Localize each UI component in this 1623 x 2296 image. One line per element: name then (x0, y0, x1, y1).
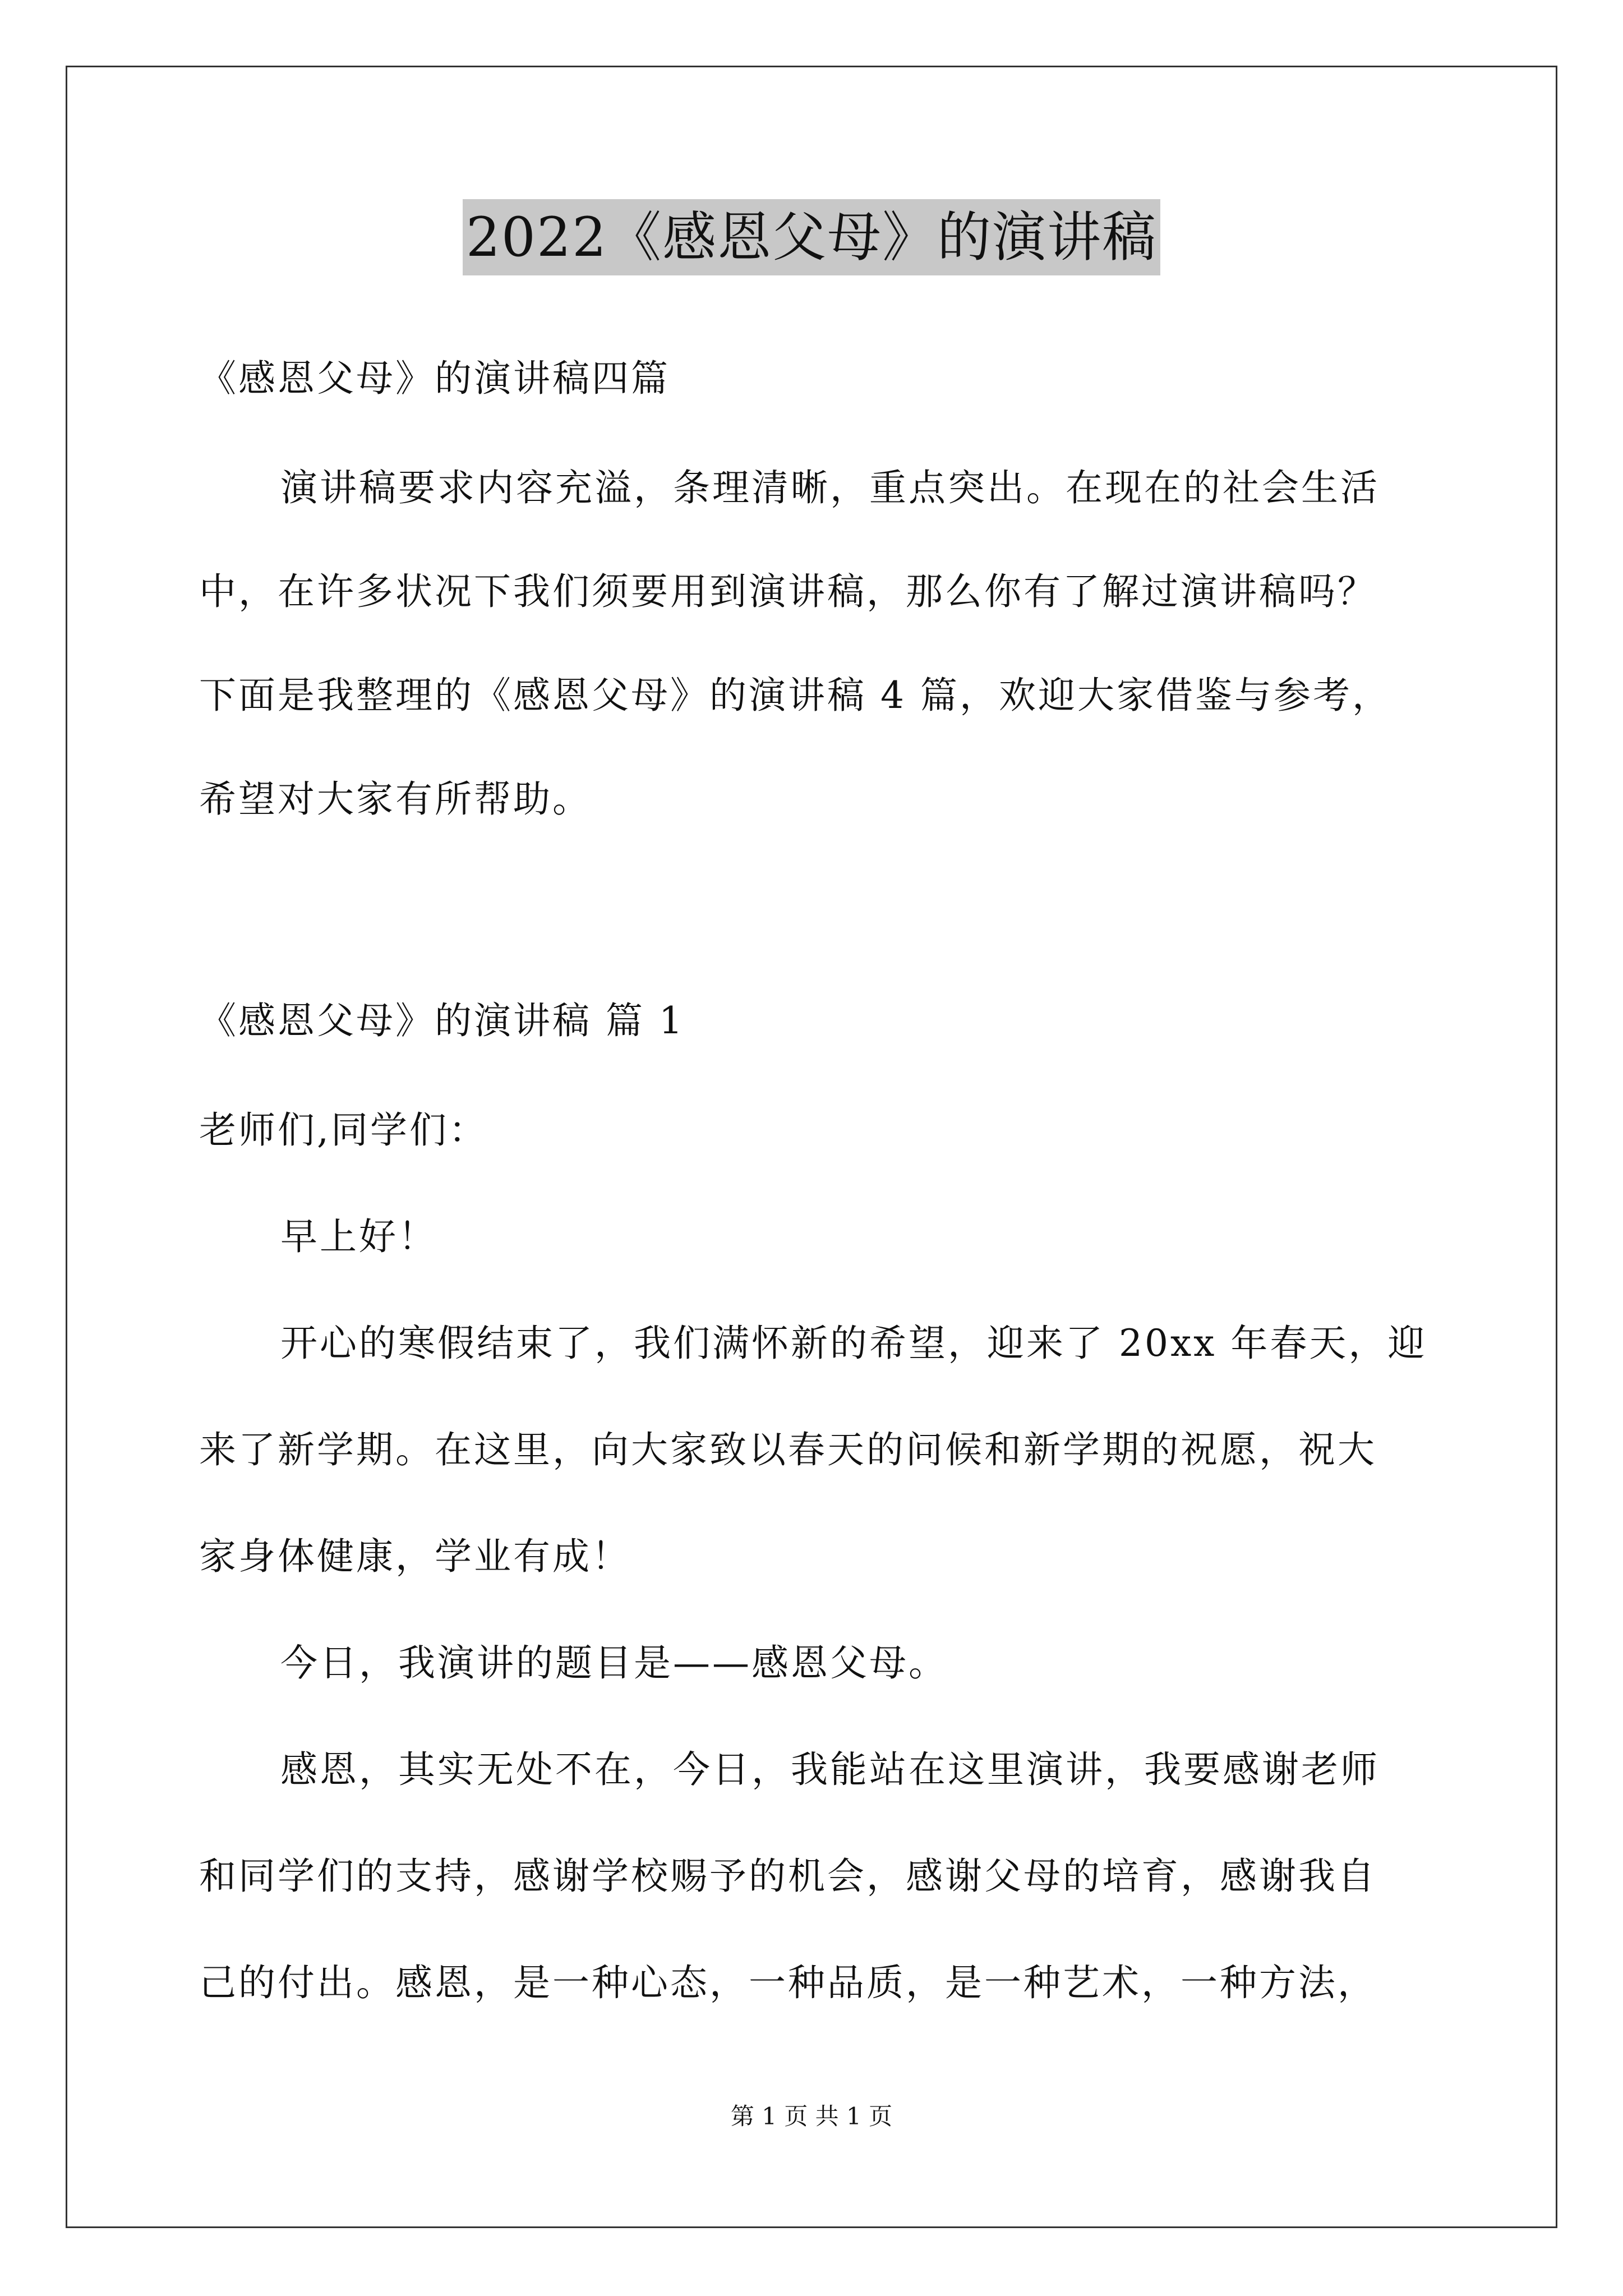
body-line-3: 家身体健康，学业有成！ (199, 1535, 631, 1578)
body-line-2: 来了新学期。在这里，向大家致以春天的问候和新学期的祝愿，祝大 (199, 1428, 1377, 1471)
body-line-7: 己的付出。感恩，是一种心态，一种品质，是一种艺术，一种方法， (199, 1961, 1377, 2004)
document-title: 2022《感恩父母》的演讲稿 (463, 199, 1160, 275)
intro-line-1: 演讲稿要求内容充溢，条理清晰，重点突出。在现在的社会生活 (280, 466, 1380, 509)
document-subtitle: 《感恩父母》的演讲稿四篇 (199, 357, 670, 400)
body-line-1: 开心的寒假结束了，我们满怀新的希望，迎来了 20xx 年春天，迎 (280, 1322, 1427, 1365)
body-line-5: 感恩，其实无处不在，今日，我能站在这里演讲，我要感谢老师 (280, 1748, 1380, 1791)
section-heading: 《感恩父母》的演讲稿 篇 1 (199, 999, 685, 1042)
title-container (0, 199, 1623, 275)
intro-line-4: 希望对大家有所帮助。 (199, 777, 592, 821)
greeting: 早上好！ (280, 1215, 437, 1258)
body-line-6: 和同学们的支持，感谢学校赐予的机会，感谢父母的培育，感谢我自 (199, 1855, 1377, 1898)
page-number-footer: 第 1 页 共 1 页 (730, 2102, 893, 2130)
intro-line-3: 下面是我整理的《感恩父母》的演讲稿 4 篇，欢迎大家借鉴与参考， (199, 674, 1391, 717)
salutation: 老师们,同学们： (199, 1108, 488, 1152)
intro-line-2: 中，在许多状况下我们须要用到演讲稿，那么你有了解过演讲稿吗？ (199, 570, 1377, 613)
body-line-4: 今日，我演讲的题目是——感恩父母。 (280, 1641, 948, 1685)
